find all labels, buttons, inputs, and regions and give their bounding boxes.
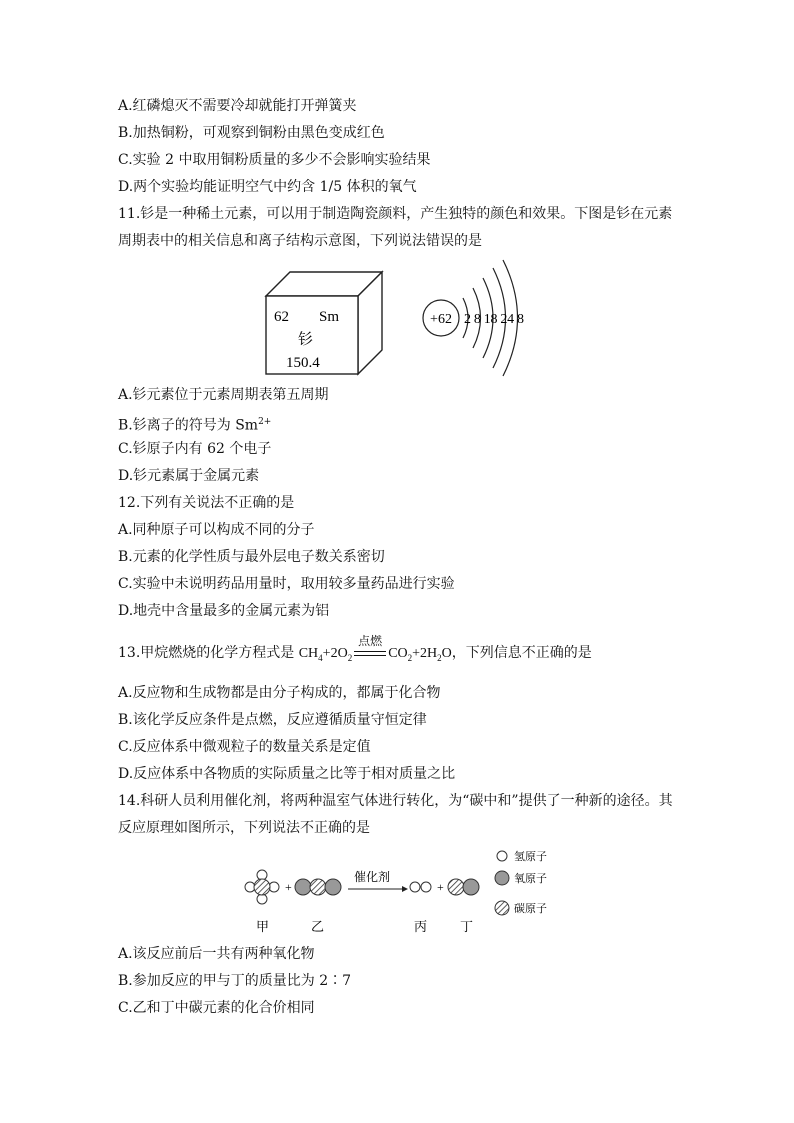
element-mass: 150.4 — [286, 355, 320, 371]
equation-reactant-ch4: $CH_4+2O_2$ — [298, 646, 353, 663]
ion-charge-superscript: 2+ — [258, 417, 272, 427]
legend-hydrogen: 氢原子 — [514, 851, 547, 863]
q11-option-a: A.钐元素位于元素周期表第五周期 — [118, 387, 329, 403]
carbon-atom-icon — [495, 901, 509, 915]
molecule-jia-ch4 — [245, 870, 279, 904]
equation-arrow — [354, 634, 386, 660]
element-card — [262, 268, 386, 378]
q12-option-d: D.地壳中含量最多的金属元素为铝 — [118, 603, 330, 619]
svg-text:+: + — [437, 880, 444, 894]
electron-shell-counts: 2 8 18 24 8 — [464, 312, 524, 327]
q14-stem-line2: 反应原理如图所示，下列说法不正确的是 — [118, 820, 370, 836]
nucleus-charge: +62 — [430, 312, 452, 327]
hydrogen-atom-icon — [497, 851, 507, 861]
oxygen-atom-icon — [495, 871, 509, 885]
equation-products: $CO_2+2H_2O$ — [388, 646, 452, 663]
q14-option-c: C.乙和丁中碳元素的化合价相同 — [118, 1000, 315, 1016]
q11-stem-line1: 11.钐是一种稀土元素，可以用于制造陶瓷颜料，产生独特的颜色和效果。下图是钐在元素 — [118, 206, 673, 222]
element-atomic-number: 62 — [274, 309, 289, 325]
q14-option-b: B.参加反应的甲与丁的质量比为 2∶7 — [118, 973, 352, 989]
element-symbol: Sm — [319, 309, 340, 325]
element-name: 钐 — [298, 332, 314, 348]
q14-stem-line1: 14.科研人员利用催化剂，将两种温室气体进行转化，为“碳中和”提供了一种新的途径。其 — [118, 793, 673, 809]
q12-option-c: C.实验中未说明药品用量时，取用较多量药品进行实验 — [118, 576, 455, 592]
q13-option-a: A.反应物和生成物都是由分子构成的，都属于化合物 — [118, 685, 441, 701]
q10-option-b: B.加热铜粉，可观察到铜粉由黑色变成红色 — [118, 125, 385, 141]
svg-text:+: + — [285, 880, 292, 894]
q13-stem: 13.甲烷燃烧的化学方程式是 $CH_4+2O_2$ 点燃 $CO_2+2H_2O$，下列信息不正确的是 — [118, 643, 592, 668]
equation-condition: 点燃 — [358, 634, 383, 648]
ion-structure-diagram — [418, 256, 536, 378]
legend-carbon: 碳原子 — [514, 903, 547, 915]
q11-option-d: D.钐元素属于金属元素 — [118, 468, 260, 484]
q11-option-c: C.钐原子内有 62 个电子 — [118, 441, 272, 457]
label-jia: 甲 — [256, 919, 270, 934]
q12-option-a: A.同种原子可以构成不同的分子 — [118, 522, 315, 538]
legend-oxygen: 氧原子 — [514, 873, 547, 885]
label-bing: 丙 — [414, 919, 428, 934]
q11-option-b: B.钐离子的符号为 $Sm^{2+}$ — [118, 417, 272, 434]
q13-option-b: B.该化学反应条件是点燃，反应遵循质量守恒定律 — [118, 712, 427, 728]
q13-option-c: C.反应体系中微观粒子的数量关系是定值 — [118, 739, 371, 755]
molecule-yi-co2 — [295, 879, 341, 895]
molecule-ding-co — [448, 879, 479, 895]
catalyst-label: 催化剂 — [354, 870, 391, 884]
q13-option-d: D.反应体系中各物质的实际质量之比等于相对质量之比 — [118, 766, 456, 782]
legend — [495, 849, 547, 915]
label-yi: 乙 — [311, 919, 325, 934]
q12-option-b: B.元素的化学性质与最外层电子数关系密切 — [118, 549, 385, 565]
q10-option-c: C.实验 2 中取用铜粉质量的多少不会影响实验结果 — [118, 152, 431, 168]
molecule-bing-h2 — [410, 882, 431, 892]
q14-option-a: A.该反应前后一共有两种氧化物 — [118, 946, 315, 962]
q10-option-a: A.红磷熄灭不需要冷却就能打开弹簧夹 — [118, 98, 357, 114]
reaction-diagram — [238, 845, 568, 937]
q12-stem: 12.下列有关说法不正确的是 — [118, 495, 295, 511]
q11-stem-line2: 周期表中的相关信息和离子结构示意图，下列说法错误的是 — [118, 233, 482, 249]
label-ding: 丁 — [460, 919, 474, 934]
q10-option-d: D.两个实验均能证明空气中约含 1/5 体积的氧气 — [118, 179, 417, 195]
